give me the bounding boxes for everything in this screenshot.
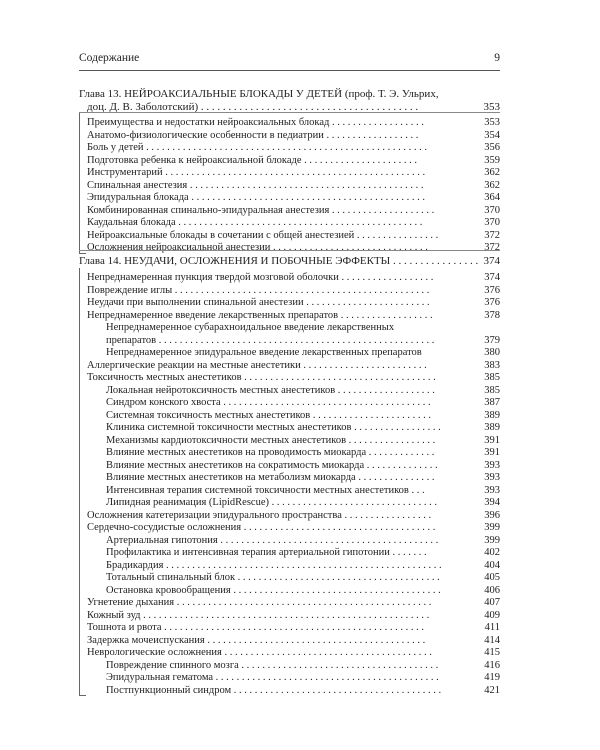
toc-entry-page-number: 362 [484,167,500,178]
toc-subentry-page-number: 416 [484,659,500,671]
toc-subentry [0,671,600,684]
toc-entry-text: Спинальная анестезия . . . . . . . . . . . . . . . . . . . . . . . . . . . . . . . . . . . . . . . . . . . . . [87,179,424,191]
toc-subentry [0,459,600,472]
toc-entry [0,371,600,384]
toc-subentry [0,534,600,547]
toc-subentry [0,559,600,572]
toc-subentry-text: Тотальный спинальный блок . . . . . . . . . . . . . . . . . . . . . . . . . . . . . . . . . . . . . . . [106,572,440,583]
header-rule [79,70,500,71]
toc-subentry-text: Синдром конского хвоста . . . . . . . . . . . . . . . . . . . . . . . . . . . . . . . . . . . . . . . . [106,397,431,408]
toc-subentry-page-number: 406 [484,584,500,596]
toc-entry [0,309,600,322]
toc-entry-text: Повреждение иглы . . . . . . . . . . . . . . . . . . . . . . . . . . . . . . . . . . . . . . . . . . . . . . . . . [87,284,430,296]
toc-entry-page-number: 385 [484,372,500,383]
toc-entry-page-number: 396 [484,509,500,521]
toc-subentry-text: Остановка кровообращения . . . . . . . . . . . . . . . . . . . . . . . . . . . . . . . . . . . . . . . . [106,584,441,596]
toc-subentry-page-number: 393 [484,472,500,483]
toc-entry-page-number: 364 [484,192,500,203]
toc-entry-page-number: 372 [484,242,500,253]
toc-subentry-text: Непреднамеренное эпидуральное введение лекарственных препаратов [106,347,422,358]
header-title: Содержание [79,52,140,64]
toc-entry-text: Нейроаксиальные блокады в сочетании с общей анестезией . . . . . . . . . . . . . . . . [87,229,439,241]
toc-entry [0,129,600,142]
toc-entry-text: Непреднамеренное введение лекарственных препаратов . . . . . . . . . . . . . . . . . . [87,309,433,321]
toc-entry [0,166,600,179]
toc-entry [0,154,600,167]
toc-entry-text: Преимущества и недостатки нейроаксиальных блокад . . . . . . . . . . . . . . . . . . [87,117,424,128]
toc-subentry-text: Влияние местных анестетиков на метаболизм миокарда . . . . . . . . . . . . . . . [106,472,435,483]
toc-subentry-page-number: 393 [484,484,500,496]
toc-entry [0,634,600,647]
chapter-title-line [0,255,600,268]
toc-entry-page-number: 415 [484,647,500,658]
toc-subentry [0,346,600,359]
toc-entry [0,296,600,309]
toc-subentry-page-number: 389 [484,422,500,433]
toc-subentry-page-number: 387 [484,397,500,408]
chapter-title-underline [79,112,500,113]
toc-entry-text: Токсичность местных анестетиков . . . . . . . . . . . . . . . . . . . . . . . . . . . . . . . . . . . . . [87,372,436,383]
toc-entry-text: Непреднамеренная пункция твердой мозговой оболочки . . . . . . . . . . . . . . . . . . [87,272,434,283]
toc-entry-text: Задержка мочеиспускания . . . . . . . . . . . . . . . . . . . . . . . . . . . . . . . . . . . . . . . . . . [87,634,426,646]
toc-entry-page-number: 356 [484,142,500,153]
toc-entry-text: Сердечно-сосудистые осложнения . . . . . . . . . . . . . . . . . . . . . . . . . . . . . . . . . . . . . [87,522,436,533]
toc-subentry-page-number: 404 [484,559,500,571]
toc-entry-page-number: 383 [484,359,500,371]
toc-entry [0,271,600,284]
toc-subentry-text: Профилактика и интенсивная терапия артериальной гипотонии . . . . . . . [106,547,427,558]
chapter-title-line-page-number: 374 [483,255,500,267]
toc-entry [0,179,600,192]
toc-subentry-page-number: 402 [484,547,500,558]
toc-subentry-text: Постпункционный синдром . . . . . . . . . . . . . . . . . . . . . . . . . . . . . . . . . . . . . . . . [106,684,442,696]
toc-entry-page-number: 354 [484,129,500,141]
toc-entry-page-number: 376 [484,284,500,296]
toc-entry [0,204,600,217]
toc-entry-text: Боль у детей . . . . . . . . . . . . . . . . . . . . . . . . . . . . . . . . . . . . . . . . . . . . . . . . . . . . . . [87,142,428,153]
chapter-title-line-text: Глава 14. НЕУДАЧИ, ОСЛОЖНЕНИЯ И ПОБОЧНЫЕ ЭФФЕКТЫ . . . . . . . . . . . . . . . . [79,255,479,267]
toc-subentry-page-number: 379 [484,334,500,346]
toc-entry [0,359,600,372]
toc-entry-text: Угнетение дыхания . . . . . . . . . . . . . . . . . . . . . . . . . . . . . . . . . . . . . . . . . . . . . . . . . [87,597,432,608]
toc-entry-text: Кожный зуд . . . . . . . . . . . . . . . . . . . . . . . . . . . . . . . . . . . . . . . . . . . . . . . . . . . . . . . [87,609,430,621]
toc-entry [0,521,600,534]
toc-subentry [0,471,600,484]
chapter-title-line-text: доц. Д. В. Заболотский) . . . . . . . . . . . . . . . . . . . . . . . . . . . . . . . . . . . . . . . . [87,101,419,113]
toc-entry-page-number: 362 [484,179,500,191]
toc-subentry-text: препаратов . . . . . . . . . . . . . . . . . . . . . . . . . . . . . . . . . . . . . . . . . . . . . . . . . . . . . [106,334,435,346]
toc-subentry [0,396,600,409]
toc-entry-text: Инструментарий . . . . . . . . . . . . . . . . . . . . . . . . . . . . . . . . . . . . . . . . . . . . . . . . . . [87,167,426,178]
toc-subentry-text: Повреждение спинного мозга . . . . . . . . . . . . . . . . . . . . . . . . . . . . . . . . . . . . . . [106,659,439,671]
toc-subentry [0,321,600,334]
toc-entry-text: Неудачи при выполнении спинальной анестезии . . . . . . . . . . . . . . . . . . . . . . . . [87,297,430,308]
toc-subentry-text: Липидная реанимация (LipidRescue) . . . . . . . . . . . . . . . . . . . . . . . . . . . . . . . . [106,497,437,508]
toc-subentry-page-number: 380 [484,347,500,358]
toc-entry-page-number: 409 [484,609,500,621]
toc-subentry-text: Артериальная гипотония . . . . . . . . . . . . . . . . . . . . . . . . . . . . . . . . . . . . . . . . . . [106,534,439,546]
toc-entry-text: Подготовка ребенка к нейроаксиальной блокаде . . . . . . . . . . . . . . . . . . . . . . [87,154,418,166]
toc-entry-page-number: 374 [484,272,500,283]
toc-subentry-text: Влияние местных анестетиков на проводимость миокарда . . . . . . . . . . . . . [106,447,435,458]
toc-entry [0,596,600,609]
toc-entry-page-number: 376 [484,297,500,308]
toc-entry [0,284,600,297]
toc-entry [0,609,600,622]
toc-entry-text: Тошнота и рвота . . . . . . . . . . . . . . . . . . . . . . . . . . . . . . . . . . . . . . . . . . . . . . . . . . [87,622,425,633]
chapter-title-line-page-number: 353 [483,101,500,113]
toc-subentry [0,384,600,397]
toc-entry-page-number: 378 [484,309,500,321]
toc-entry-text: Анатомо-физиологические особенности в педиатрии . . . . . . . . . . . . . . . . . . [87,129,419,141]
toc-entry [0,191,600,204]
chapter-title-line-text: Глава 13. НЕЙРОАКСИАЛЬНЫЕ БЛОКАДЫ У ДЕТЕЙ (проф. Т. Э. Ульрих, [79,88,439,100]
toc-subentry [0,409,600,422]
toc-subentry-page-number: 394 [484,497,500,508]
toc-subentry-page-number: 385 [484,384,500,396]
toc-subentry [0,546,600,559]
toc-entry-page-number: 370 [484,204,500,216]
toc-entry [0,216,600,229]
toc-entry-text: Неврологические осложнения . . . . . . . . . . . . . . . . . . . . . . . . . . . . . . . . . . . . . . . . [87,647,432,658]
toc-entry [0,229,600,242]
toc-subentry [0,584,600,597]
toc-subentry-text: Локальная нейротоксичность местных анестетиков . . . . . . . . . . . . . . . . . . . [106,384,435,396]
toc-subentry-text: Системная токсичность местных анестетиков . . . . . . . . . . . . . . . . . . . . . . . [106,409,432,421]
toc-entry-text: Осложнения катетеризации эпидурального пространства . . . . . . . . . . . . . . . . . [87,509,432,521]
toc-subentry-page-number: 391 [484,434,500,446]
toc-entry-page-number: 359 [484,154,500,166]
toc-entry-text: Комбинированная спинально-эпидуральная анестезия . . . . . . . . . . . . . . . . . . . . [87,204,435,216]
header-page-number: 9 [494,52,500,64]
toc-subentry-page-number: 391 [484,447,500,458]
toc-entry-text: Каудальная блокада . . . . . . . . . . . . . . . . . . . . . . . . . . . . . . . . . . . . . . . . . . . . . . . [87,217,423,228]
toc-subentry [0,446,600,459]
toc-entry-page-number: 407 [484,597,500,608]
chapter-title-line [0,88,600,101]
toc-subentry [0,484,600,497]
toc-subentry-page-number: 389 [484,409,500,421]
toc-entry [0,241,600,254]
toc-subentry [0,496,600,509]
toc-entry [0,116,600,129]
toc-subentry-page-number: 399 [484,534,500,546]
toc-subentry-text: Непреднамеренное субарахноидальное введение лекарственных [106,322,395,333]
toc-entry [0,509,600,522]
toc-entry-page-number: 399 [484,522,500,533]
toc-subentry [0,571,600,584]
toc-subentry-text: Интенсивная терапия системной токсичности местных анестетиков . . . [106,484,425,496]
toc-subentry [0,434,600,447]
toc-subentry-page-number: 393 [484,459,500,471]
toc-subentry-page-number: 405 [484,572,500,583]
toc-subentry [0,659,600,672]
toc-subentry-text: Брадикардия . . . . . . . . . . . . . . . . . . . . . . . . . . . . . . . . . . . . . . . . . . . . . . . . . . . . . [106,559,442,571]
toc-entry-text: Осложнения нейроаксиальной анестезии . . . . . . . . . . . . . . . . . . . . . . . . . . . . . . [87,242,428,253]
toc-subentry-page-number: 419 [484,672,500,683]
toc-entry [0,141,600,154]
toc-entry-page-number: 370 [484,217,500,228]
toc-subentry-text: Клиника системной токсичности местных анестетиков . . . . . . . . . . . . . . . . . [106,422,441,433]
chapter-separator [79,250,500,251]
toc-entry [0,646,600,659]
toc-subentry-page-number: 421 [484,684,500,696]
toc-subentry [0,334,600,347]
toc-subentry-text: Механизмы кардиотоксичности местных анестетиков . . . . . . . . . . . . . . . . . [106,434,436,446]
toc-entry [0,621,600,634]
toc-entry-page-number: 353 [484,117,500,128]
toc-entry-page-number: 372 [484,229,500,241]
toc-entry-text: Эпидуральная блокада . . . . . . . . . . . . . . . . . . . . . . . . . . . . . . . . . . . . . . . . . . . . . [87,192,425,203]
toc-entry-page-number: 414 [484,634,500,646]
running-header [79,52,500,64]
toc-subentry [0,684,600,697]
toc-subentry [0,421,600,434]
toc-subentry-text: Эпидуральная гематома . . . . . . . . . . . . . . . . . . . . . . . . . . . . . . . . . . . . . . . . . . . [106,672,439,683]
toc-entry-page-number: 411 [484,622,500,633]
toc-entry-text: Аллергические реакции на местные анестетики . . . . . . . . . . . . . . . . . . . . . . . . [87,359,427,371]
toc-subentry-text: Влияние местных анестетиков на сократимость миокарда . . . . . . . . . . . . . . [106,459,438,471]
